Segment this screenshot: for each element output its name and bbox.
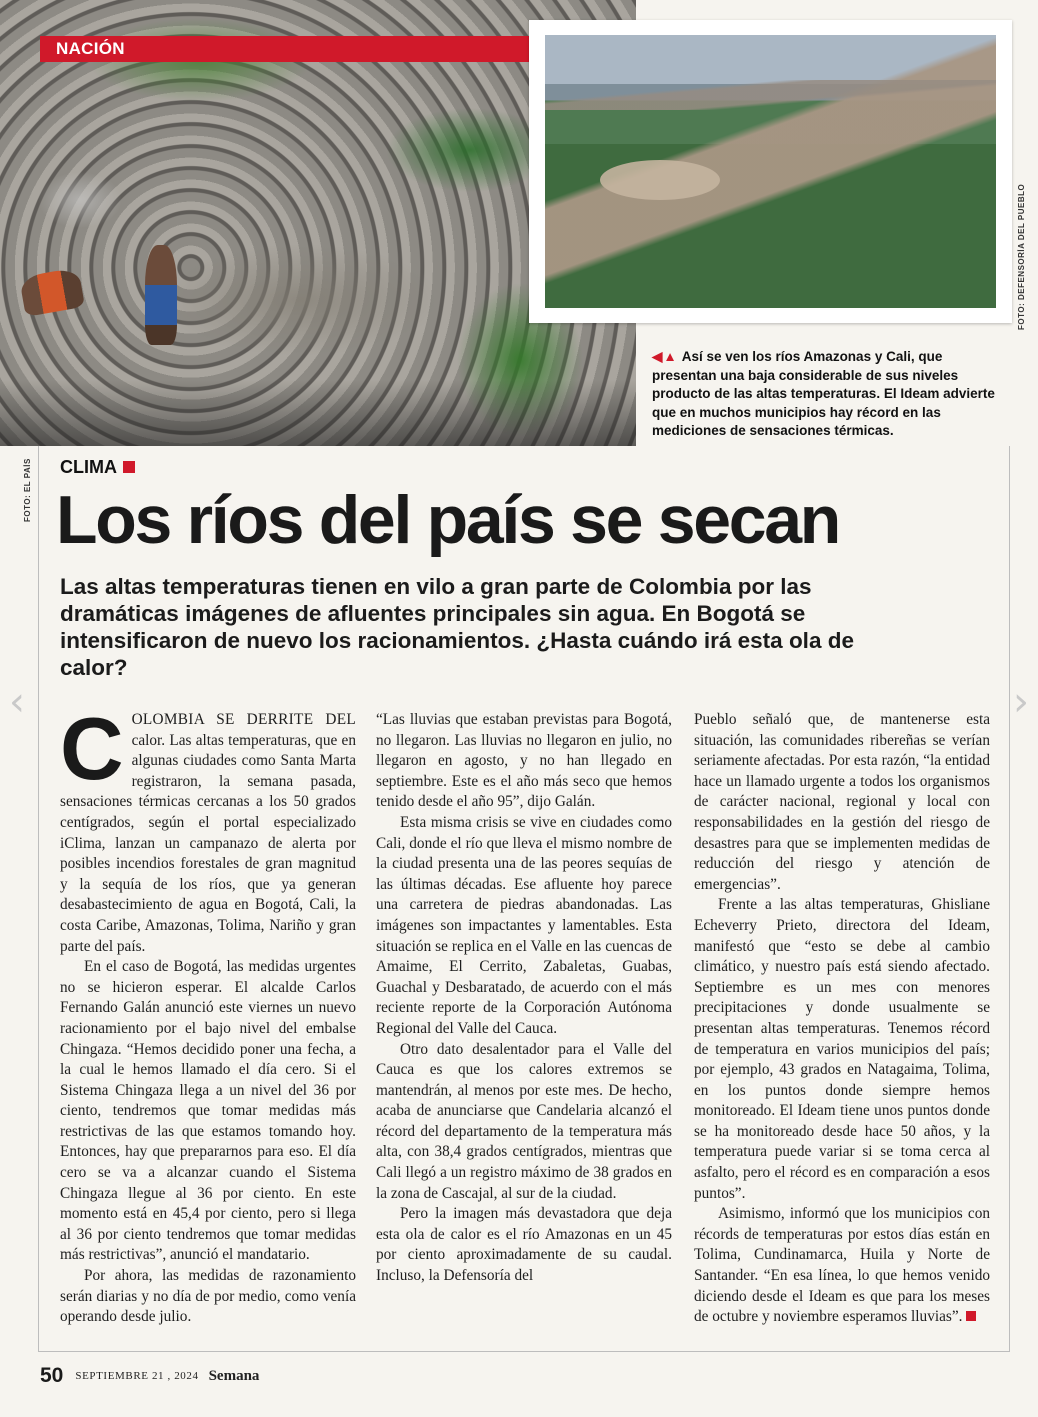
paragraph-9-text: Asimismo, informó que los municipios con récords de temperaturas por estos días están en Tolima, Cundinamarca, Huila y Norte de Santander. “En esa línea, lo que hemos venido diciendo desde el Ideam es que para los meses de octubre y noviembre esperamos lluvias”. — [694, 1205, 990, 1326]
paragraph-1-text: calor. Las altas temperaturas, que en algunas ciudades como Santa Marta registraron, la semana pasada, sensaciones térmicas cercanas a los 50 grados centígrados, según el portal especializado iClima, lanzan un campanazo de alerta por posibles incendios forestales de gran magnitud y la sequía de los ríos, que ya generan desabastecimiento de agua en Bogotá, Cali, la costa Caribe, Amazonas, Tolima, Nariño y gran parte del país. — [60, 731, 356, 955]
main-photo-credit: FOTO: EL PAÍS — [23, 458, 32, 522]
paragraph-9 — [694, 1204, 990, 1328]
issue-date: SEPTIEMBRE 21 , 2024 — [75, 1370, 199, 1382]
section-label: NACIÓN — [56, 39, 125, 58]
kicker-label: CLIMA — [60, 457, 117, 477]
inset-photo-credit: FOTO: DEFENSORÍA DEL PUEBLO — [1017, 183, 1026, 330]
inset-river-channel — [545, 80, 996, 110]
inset-sandbank — [600, 160, 720, 200]
photo-person-crouching — [19, 267, 85, 317]
deck: Las altas temperaturas tienen en vilo a gran parte de Colombia por las dramáticas imágenes de afluentes principales sin agua. En Bogotá se intensificaron de nuevo los racionamientos. ¿Hasta cuándo irá esta ola de calor? — [60, 574, 854, 680]
kicker-square-icon — [123, 461, 135, 473]
lead-caps: OLOMBIA SE DERRITE DEL — [131, 711, 356, 728]
drop-cap: C — [60, 699, 124, 798]
paragraph-7-continued: Pueblo señaló que, de mantenerse esta situación, las comunidades ribereñas se verían seriamente afectadas. Por esta razón, “la entidad hace un llamado urgente a todos los organismos de carácter nacional, regional y local con responsabilidades en la gestión del riesgo de desastres para que se implementen medidas de reducción del riesgo y atención de emergencias”. — [694, 711, 990, 893]
paragraph-4: “Las lluvias que estaban previstas para Bogotá, no llegaron. Las lluvias no llegaron en julio, no llegaron en agosto, y no han llegado en septiembre. Este es el año más seco que hemos tenido desde el año 95”, dijo Galán. — [376, 711, 672, 811]
headline: Los ríos del país se secan — [56, 482, 840, 558]
article-column-1 — [60, 699, 356, 1328]
end-mark-icon — [966, 1311, 976, 1321]
paragraph-5: Esta misma crisis se vive en ciudades como Cali, donde el río que lleva el mismo nombre de la ciudad presenta una de las peores sequías de las últimas décadas. Ese afluente hoy parece una carretera de piedras abandonadas. Las imágenes son impactantes y lamentables. Esta situación se replica en el Valle en las cuencas de Amaime, El Cerrito, Zabaletas, Guabas, Guachal y Desbaratado, de acuerdo con el más reciente reporte de la Corporación Autónoma Regional del Valle del Cauca. — [376, 813, 672, 1037]
caption-text: Así se ven los ríos Amazonas y Cali, que presentan una baja considerable de sus niveles producto de las altas temperaturas. El Ideam advierte que en muchos municipios hay récord en las mediciones de sensaciones térmicas. — [652, 349, 995, 438]
photo-person-standing — [145, 245, 177, 345]
paragraph-1 — [60, 699, 356, 957]
photo-caption — [652, 348, 1002, 441]
page-number: 50 — [40, 1364, 64, 1387]
paragraph-3: Por ahora, las medidas de razonamiento serán diarias y no día de por medio, como venía operando desde julio. — [60, 1267, 356, 1326]
article-column-3 — [694, 710, 990, 1328]
next-page-arrow-icon[interactable]: › — [1013, 679, 1029, 725]
paragraph-6: Otro dato desalentador para el Valle del Cauca es que los calores extremos se mantendrán, al menos por este mes. De hecho, acaba de anunciarse que Candelaria alcanzó el récord del departamento de la temperatura más alta, con 38,4 grados centígrados, mientras que Cali llegó a un registro máximo de 38 grados en la zona de Cascajal, al sur de la ciudad. — [376, 1040, 672, 1202]
paragraph-7: Pero la imagen más devastadora que deja esta ola de calor es el río Amazonas en un 45 por ciento aproximadamente de su caudal. Incluso, la Defensoría del — [376, 1205, 672, 1285]
paragraph-2: En el caso de Bogotá, las medidas urgentes no se hicieron esperar. El alcalde Carlos Fernando Galán anunció este viernes un nuevo racionamiento por el bajo nivel del embalse Chingaza. “Hemos decidido poner una fecha, a la cual le hemos llamado el día cero. Si el Sistema Chingaza llega a un nivel del 36 por ciento, tendremos que tomar medidas más restrictivas de las que estamos tomando hoy. Entonces, hay que prepararnos para eso. El día cero se va a alcanzar cuando el Sistema Chingaza llegue al 36 por ciento. En este momento está en 45,4 por ciento, pero si llega al 36 por ciento tendremos que tomar medidas más restrictivas”, anunció el mandatario. — [60, 958, 356, 1264]
photo-shade — [0, 380, 636, 446]
page-footer — [40, 1364, 259, 1390]
caption-arrows-icon: ◀▲ — [652, 349, 678, 364]
paragraph-8: Frente a las altas temperaturas, Ghisliane Echeverry Prieto, directora del Ideam, manifestó que “esto se debe al cambio climático, y nuestro país está siendo afectado. Septiembre es un mes con menores precipitaciones y donde usualmente se presentan altas temperaturas. Tenemos récord de temperatura en varios municipios del país; por ejemplo, 43 grados en Natagaima, Tolima, en los puntos donde siempre hemos monitoreado. El Ideam tiene unos puntos donde se ha monitoreado desde hace 50 años, y la temperatura puede variar si se toma cerca al asfalto, pero el récord es en comparación a esos puntos”. — [694, 896, 990, 1202]
article-column-2 — [376, 710, 672, 1287]
previous-page-arrow-icon[interactable]: ‹ — [9, 679, 25, 725]
kicker — [60, 456, 135, 478]
magazine-brand: Semana — [208, 1367, 260, 1384]
